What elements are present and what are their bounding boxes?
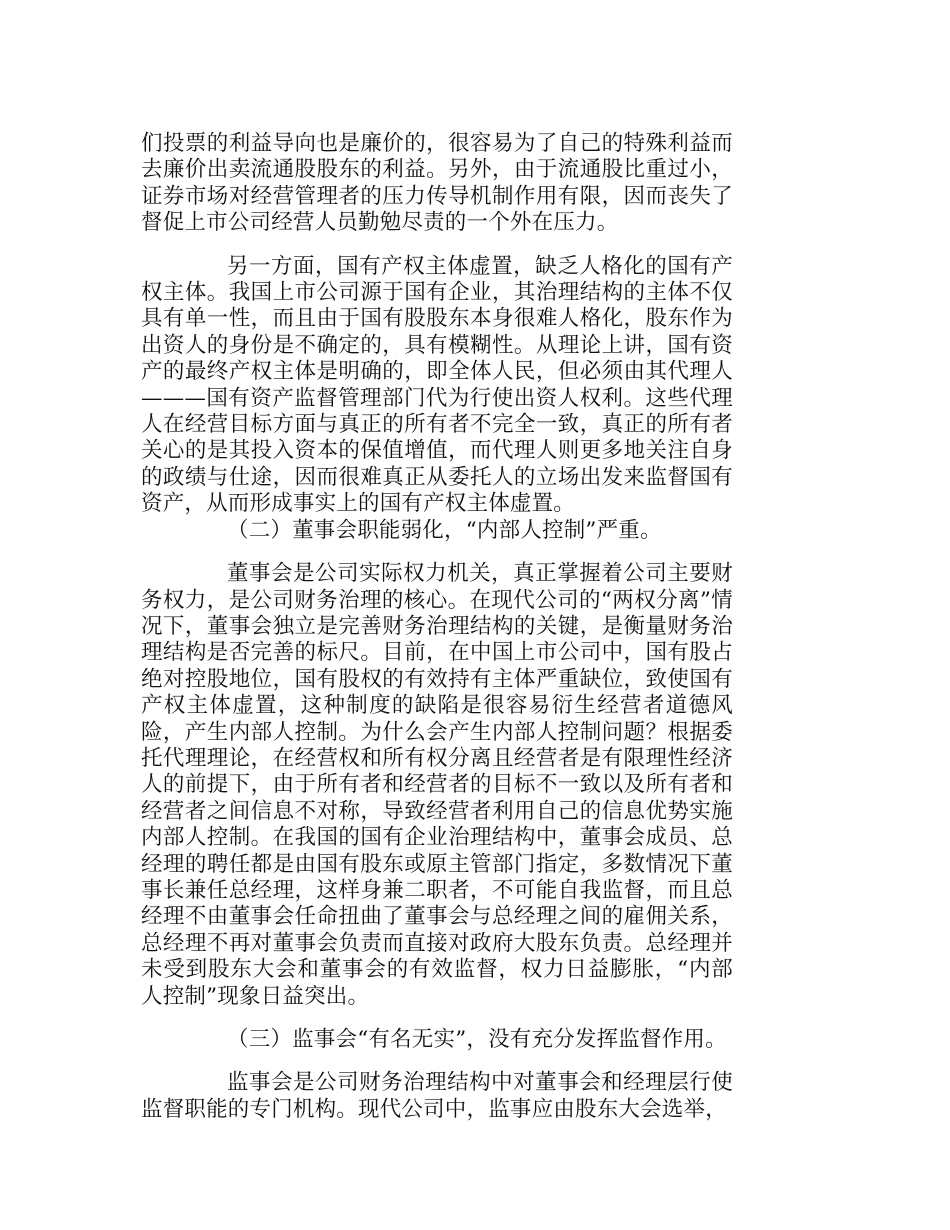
paragraph-state-ownership: 另一方面，国有产权主体虚置，缺乏人格化的国有产权主体。我国上市公司源于国有企业，其治理结构的主体不仅具有单一性，而且由于国有股股东本身很难人格化，股东作为出资人的身份是不确定的，具有模糊性。从理论上讲，国有资产的最终产权主体是明确的，即全体人民，但必须由其代理人———国有资产监督管理部门代为行使出资人权利。这些代理人在经营目标方面与真正的所有者不完全一致，真正的所有者关心的是其投入资本的保值增值，而代理人则更多地关注自身的政绩与仕途，因而很难真正从委托人的立场出发来监督国有资产，从而形成事实上的国有产权主体虚置。	[141, 253, 733, 517]
paragraph-board-of-directors: 董事会是公司实际权力机关，真正掌握着公司主要财务权力，是公司财务治理的核心。在现代公司的“两权分离”情况下，董事会独立是完善财务治理结构的关键，是衡量财务治理结构是否完善的标尺。目前，在中国上市公司中，国有股占绝对控股地位，国有股权的有效持有主体严重缺位，致使国有产权主体虚置，这种制度的缺陷是很容易衍生经营者道德风险，产生内部人控制。为什么会产生内部人控制问题？根据委托代理理论，在经营权和所有权分离且经营者是有限理性经济人的前提下，由于所有者和经营者的目标不一致以及所有者和经营者之间信息不对称，导致经营者利用自己的信息优势实施内部人控制。在我国的国有企业治理结构中，董事会成员、总经理的聘任都是由国有股东或原主管部门指定，多数情况下董事长兼任总经理，这样身兼二职者，不可能自我监督，而且总经理不由董事会任命扭曲了董事会与总经理之间的雇佣关系，总经理不再对董事会负责而直接对政府大股东负责。总经理并未受到股东大会和董事会的有效监督，权力日益膨胀，“内部人控制”现象日益突出。	[141, 561, 733, 1009]
section-heading-board: （二）董事会职能弱化，“内部人控制”严重。	[227, 517, 662, 543]
paragraph-supervisory-board: 监事会是公司财务治理结构中对董事会和经理层行使监督职能的专门机构。现代公司中，监事应由股东大会选举，	[141, 1070, 733, 1122]
paragraph-continuation: 们投票的利益导向也是廉价的，很容易为了自己的特殊利益而去廉价出卖流通股股东的利益。另外，由于流通股比重过小，证券市场对经营管理者的压力传导机制作用有限，因而丧失了督促上市公司经营人员勤勉尽责的一个外在压力。	[141, 131, 733, 236]
document-page	[141, 131, 733, 1123]
section-heading-supervisory-board: （三）监事会“有名无实”，没有充分发挥监督作用。	[227, 1027, 727, 1052]
